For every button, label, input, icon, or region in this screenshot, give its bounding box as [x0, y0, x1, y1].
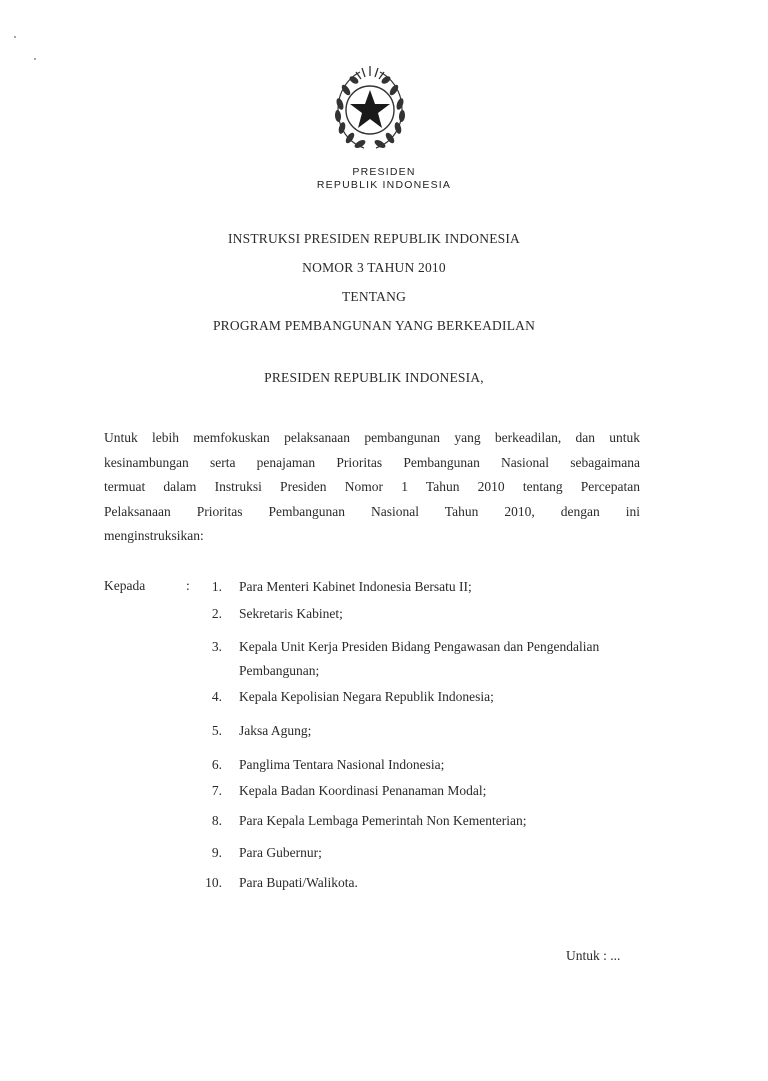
header-presiden: PRESIDEN — [352, 166, 416, 178]
scan-speck — [34, 58, 36, 60]
list-item-text: Sekretaris Kabinet; — [239, 606, 343, 621]
list-item-number: 7. — [211, 783, 222, 798]
list-item-number: 6. — [211, 757, 222, 772]
list-item-text-continuation: Pembangunan; — [239, 663, 320, 678]
list-item-number: 5. — [211, 723, 222, 738]
preamble-paragraph — [104, 426, 640, 549]
list-item-number: 3. — [211, 639, 222, 654]
list-item-text: Para Bupati/Walikota. — [239, 875, 358, 890]
kepada-label: Kepada — [104, 578, 146, 593]
document-tentang: TENTANG — [341, 289, 407, 304]
list-item-number: 8. — [211, 813, 222, 828]
list-item-number: 1. — [211, 579, 222, 594]
list-item-number: 10. — [205, 875, 222, 890]
scan-speck — [14, 36, 16, 38]
list-item-text: Kepala Badan Koordinasi Penanaman Modal; — [239, 783, 487, 798]
preamble-line: Untuk lebih memfokuskan pelaksanaan pembangunan yang berkeadilan, dan untuk — [104, 430, 640, 445]
list-item-text: Panglima Tentara Nasional Indonesia; — [239, 757, 445, 772]
list-item-text: Jaksa Agung; — [239, 723, 312, 738]
list-item-number: 9. — [211, 845, 222, 860]
presidential-emblem-icon — [326, 60, 414, 156]
document-number: NOMOR 3 TAHUN 2010 — [302, 260, 446, 275]
list-item-text: Kepala Kepolisian Negara Republik Indonesia; — [239, 689, 494, 704]
preamble-line: kesinambungan serta penajaman Prioritas Pembangunan Nasional sebagaimana — [104, 454, 640, 470]
list-item-text: Para Gubernur; — [239, 845, 322, 860]
preamble-line: Pelaksanaan Prioritas Pembangunan Nasional Tahun 2010, dengan ini — [104, 503, 640, 519]
list-item-text: Para Kepala Lembaga Pemerintah Non Kementerian; — [239, 813, 527, 828]
list-item-text: Kepala Unit Kerja Presiden Bidang Pengawasan dan Pengendalian — [239, 639, 600, 654]
preamble-line: termuat dalam Instruksi Presiden Nomor 1 Tahun 2010 tentang Percepatan — [104, 479, 640, 494]
kepada-colon: : — [186, 578, 190, 593]
preamble-line: menginstruksikan: — [104, 528, 204, 543]
list-item-number: 4. — [211, 689, 222, 704]
list-item-text: Para Menteri Kabinet Indonesia Bersatu II; — [239, 579, 472, 594]
document-subject: PROGRAM PEMBANGUNAN YANG BERKEADILAN — [212, 318, 536, 333]
document-title: INSTRUKSI PRESIDEN REPUBLIK INDONESIA — [227, 231, 521, 246]
header-republik-indonesia: REPUBLIK INDONESIA — [316, 179, 452, 191]
issuer-line: PRESIDEN REPUBLIK INDONESIA, — [264, 370, 484, 385]
list-item-number: 2. — [211, 606, 222, 621]
continuation-marker: Untuk : ... — [566, 948, 621, 963]
